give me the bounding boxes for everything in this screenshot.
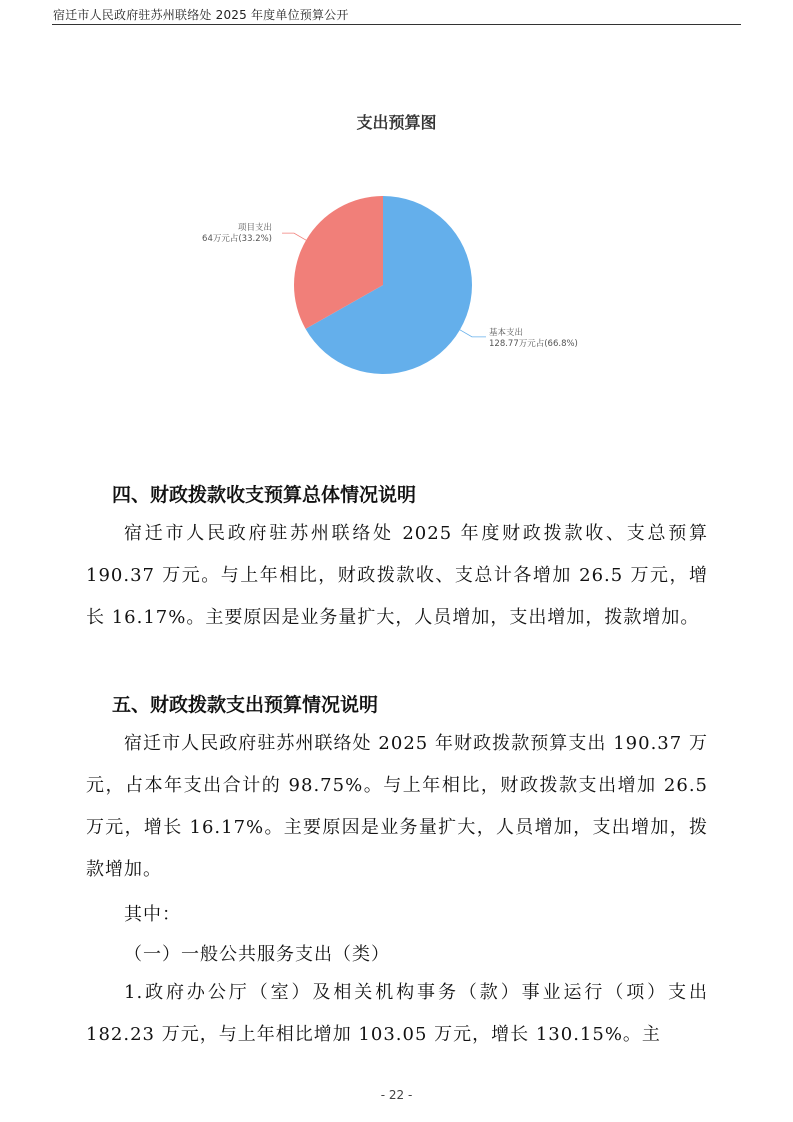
- slice-label-value-basic: 128.77万元占(66.8%): [489, 339, 578, 349]
- section-paragraph-4: 宿迁市人民政府驻苏州联络处 2025 年度财政拨款收、支总预算 190.37 万元。与上年相比，财政拨款收、支总计各增加 26.5 万元，增长 16.17%。主要原因是业务量扩大，人员增加，支出增加，拨款增加。: [86, 523, 708, 628]
- category-heading: （一）一般公共服务支出（类）: [124, 944, 390, 965]
- item-paragraph-1: 1.政府办公厅（室）及相关机构事务（款）事业运行（项）支出 182.23 万元，与上年相比增加 103.05 万元，增长 130.15%。主: [86, 982, 708, 1045]
- leader-line-basic: [460, 330, 486, 337]
- running-header: 宿迁市人民政府驻苏州联络处 2025 年度单位预算公开: [53, 8, 349, 22]
- among-label: 其中：: [124, 904, 181, 925]
- header-rule: [52, 24, 741, 25]
- pie-chart: [0, 90, 793, 410]
- page-number: - 22 -: [380, 1088, 413, 1102]
- section-paragraph-5: 宿迁市人民政府驻苏州联络处 2025 年财政拨款预算支出 190.37 万元，占本年支出合计的 98.75%。与上年相比，财政拨款支出增加 26.5 万元，增长 16.17%。主要原因是业务量扩大，人员增加，支出增加，拨款增加。: [86, 733, 708, 880]
- pie-svg: [0, 90, 793, 410]
- chart-title: 支出预算图: [356, 113, 437, 132]
- slice-label-name-project: 项目支出: [237, 223, 272, 233]
- slice-label-name-basic: 基本支出: [489, 328, 524, 338]
- section-heading-4: 四、财政拨款收支预算总体情况说明: [112, 484, 417, 506]
- section-heading-5: 五、财政拨款支出预算情况说明: [112, 694, 379, 716]
- slice-label-value-project: 64万元占(33.2%): [202, 234, 272, 244]
- leader-line-project: [282, 233, 306, 240]
